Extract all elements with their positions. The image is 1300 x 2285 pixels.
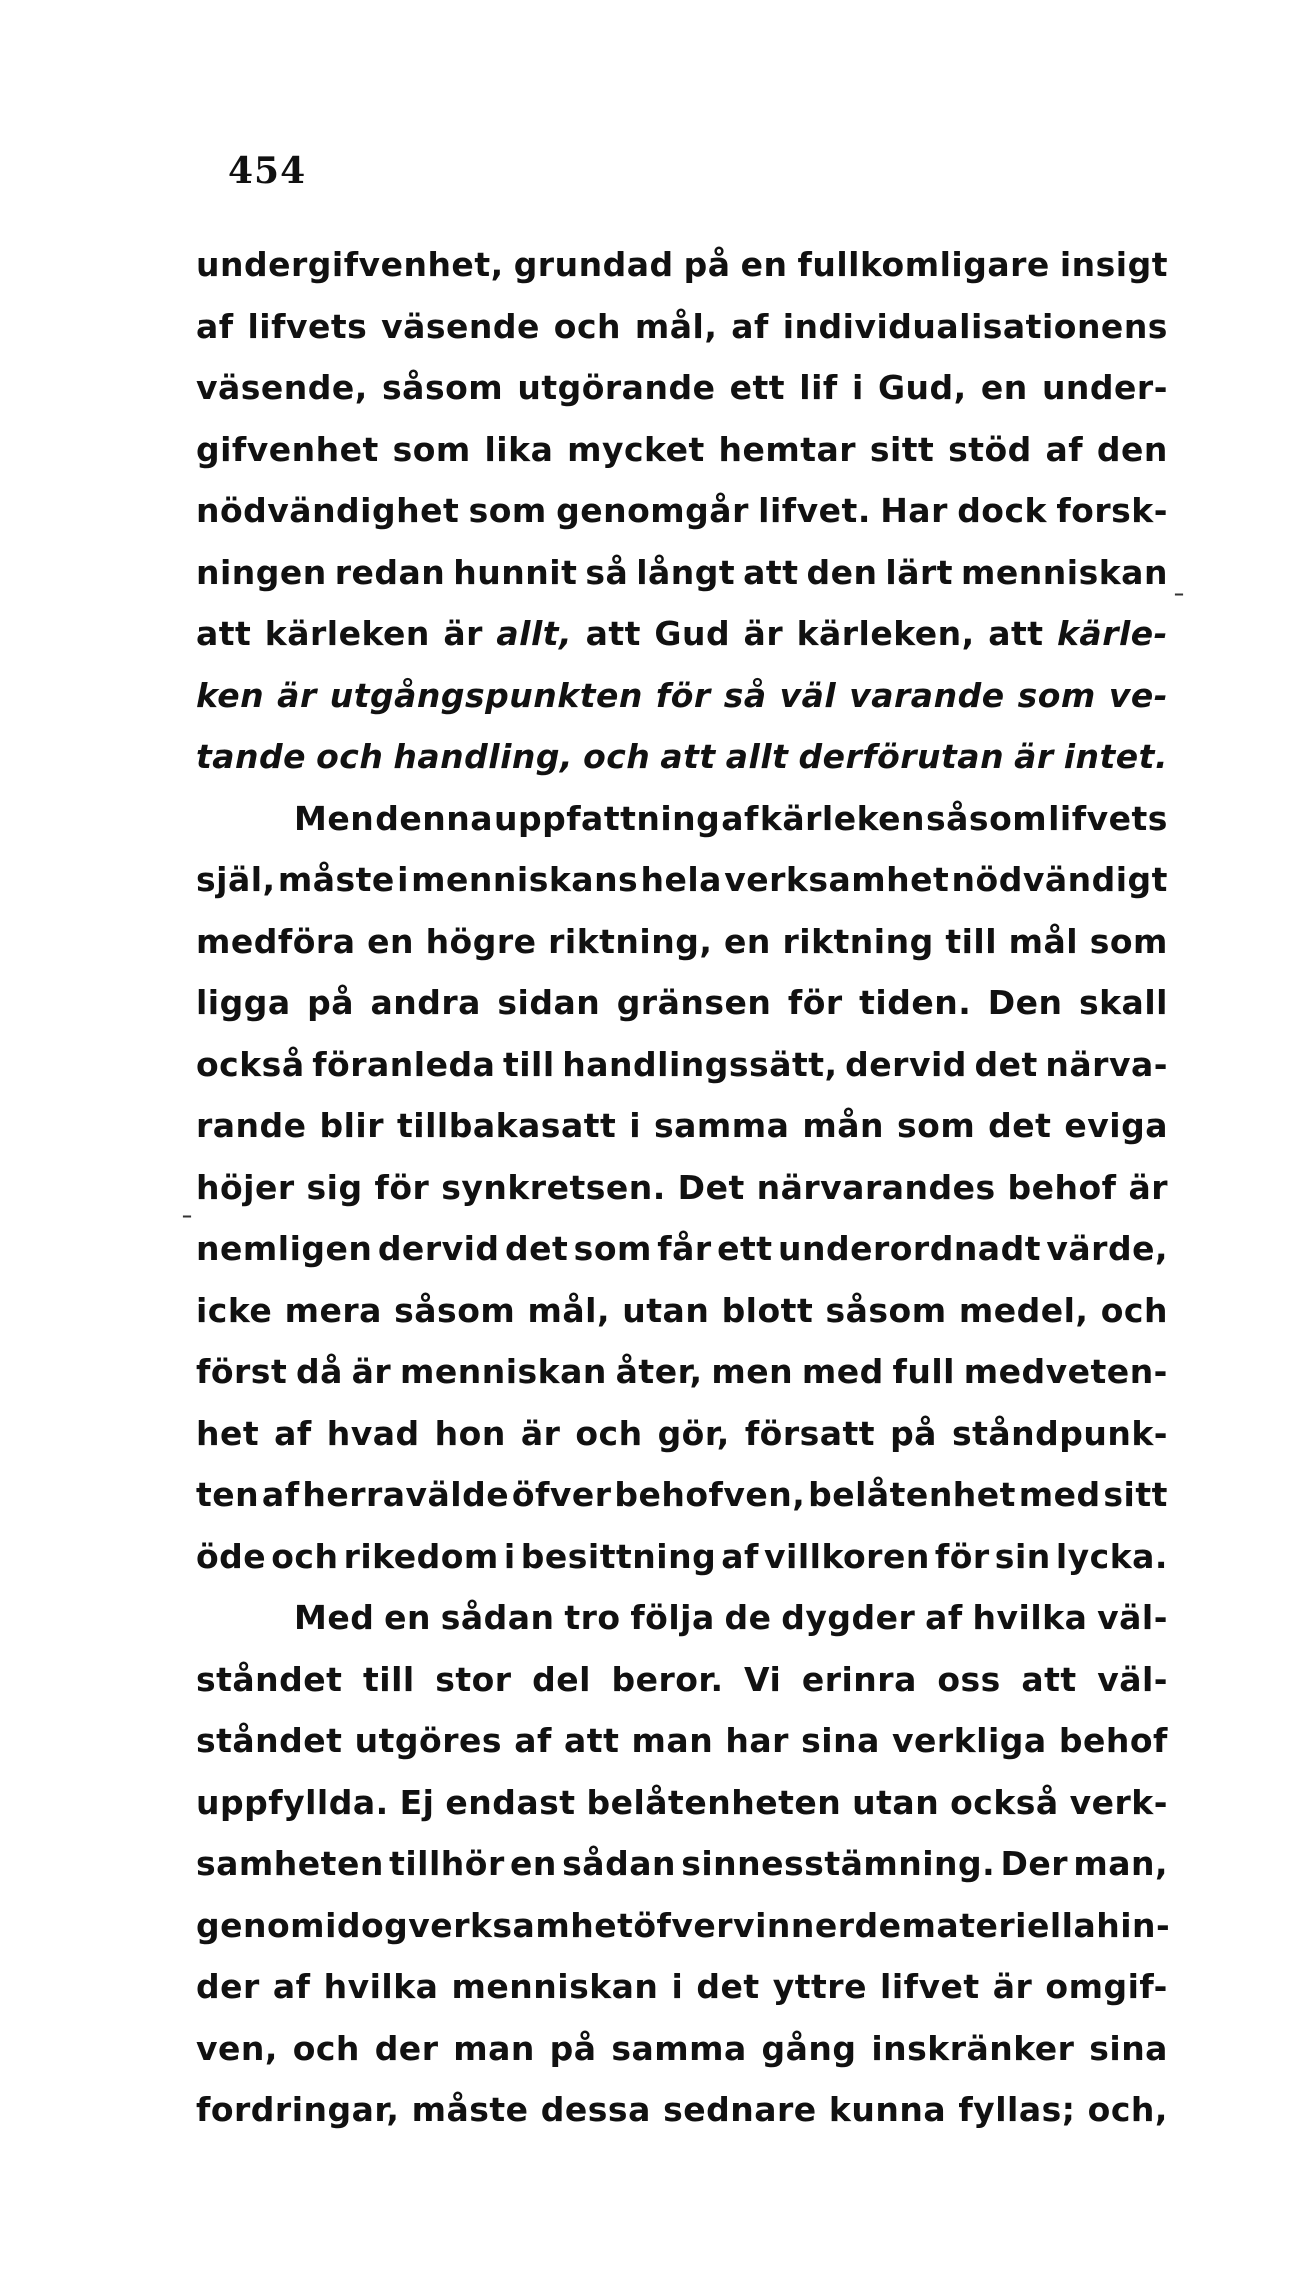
word: inskränker <box>871 2028 1075 2068</box>
word: ken <box>196 675 265 715</box>
word: mera <box>284 1290 382 1330</box>
word: lifvet <box>880 1967 980 2006</box>
word: sitt <box>1103 1475 1168 1514</box>
word: som <box>1089 921 1168 961</box>
word: utan <box>622 1290 710 1330</box>
text-line <box>196 665 1168 727</box>
word: Ej <box>399 1782 435 1822</box>
word: dessa <box>540 2090 651 2129</box>
word: man <box>631 1721 714 1760</box>
word: materiella <box>901 1905 1097 1945</box>
word: het <box>196 1413 260 1453</box>
word: lycka. <box>1055 1536 1168 1576</box>
text-line <box>196 419 1168 481</box>
word: blir <box>319 1106 385 1145</box>
word: tillbakasatt <box>396 1106 617 1145</box>
word: den <box>1096 429 1168 469</box>
text-line <box>196 1280 1168 1342</box>
word: för <box>934 1536 990 1576</box>
word: sitt <box>869 429 935 469</box>
word: ett <box>729 368 786 407</box>
word: hvad <box>326 1413 420 1453</box>
word: med <box>801 1352 884 1391</box>
word: Gud <box>654 614 731 653</box>
word: får <box>657 1229 712 1268</box>
word: dervid <box>377 1229 500 1268</box>
word: det <box>696 1967 760 2006</box>
word: allt <box>725 737 789 776</box>
word: väl- <box>1097 1659 1168 1699</box>
word: att <box>988 614 1044 653</box>
word: mån <box>802 1106 885 1145</box>
word: närvarandes <box>756 1167 996 1207</box>
word: men <box>711 1352 794 1391</box>
word: allt, <box>496 614 573 653</box>
word: det <box>974 1044 1038 1084</box>
text-line <box>196 1218 1168 1280</box>
word: mål <box>1008 921 1079 961</box>
word: mycket <box>567 429 705 469</box>
word: af <box>272 1967 311 2006</box>
word: väl- <box>1097 1598 1168 1637</box>
word: den <box>806 552 878 592</box>
word: på <box>307 983 354 1022</box>
word: själ, <box>196 860 276 899</box>
word: och, <box>1087 2090 1168 2129</box>
word: synkretsen. <box>441 1167 666 1207</box>
word: väsende, <box>196 368 368 407</box>
word: grundad <box>513 245 674 284</box>
word: ligga <box>196 983 291 1022</box>
word: sin <box>994 1536 1051 1576</box>
text-line <box>196 480 1168 542</box>
word: ningen <box>196 552 327 592</box>
word: menniskan <box>961 552 1168 592</box>
word: menniskan <box>399 1352 607 1391</box>
word: genomgår <box>556 491 749 530</box>
word: på <box>549 2028 597 2068</box>
text-line <box>196 1034 1168 1096</box>
word: sidan <box>497 983 601 1022</box>
word: höjer <box>196 1167 295 1207</box>
text-line <box>196 1587 1168 1649</box>
word: försatt <box>744 1413 876 1453</box>
word: att <box>564 1721 620 1760</box>
word: gång <box>761 2028 857 2068</box>
word: Vi <box>744 1659 782 1699</box>
word: ve- <box>1108 675 1168 715</box>
word: sinnesstämning. <box>681 1844 996 1883</box>
word: yttre <box>772 1967 867 2006</box>
word: af <box>925 1598 963 1637</box>
word: som <box>573 1229 652 1268</box>
word: ten <box>196 1475 260 1514</box>
word: till <box>362 1659 415 1699</box>
word: kärleken, <box>796 614 975 653</box>
word: icke <box>196 1290 273 1330</box>
text-line <box>196 603 1168 665</box>
word: riktning <box>782 921 934 961</box>
word: varande <box>849 675 1005 715</box>
word: af <box>721 1536 759 1576</box>
word: till <box>502 1044 555 1084</box>
margin-mark: ˉ <box>1172 588 1186 621</box>
text-line <box>196 1157 1168 1219</box>
word: uppfattning <box>493 798 721 838</box>
word: är <box>351 1352 392 1391</box>
word: en <box>724 921 771 961</box>
word: stöd <box>948 429 1032 469</box>
word: också <box>196 1044 305 1084</box>
word: i <box>397 860 409 899</box>
word: är <box>443 614 483 653</box>
word: en <box>510 1844 557 1883</box>
word: hon <box>434 1413 506 1453</box>
word: insigt <box>1059 245 1168 284</box>
text-line <box>196 296 1168 358</box>
word: hvilka <box>972 1598 1088 1637</box>
word: öfver <box>511 1475 612 1514</box>
word: åter, <box>615 1352 703 1391</box>
word: nödvändighet <box>196 491 460 530</box>
word: menniskan <box>451 1967 659 2006</box>
word: behof <box>1007 1167 1117 1207</box>
word: är <box>992 1967 1033 2006</box>
word: nemligen <box>196 1229 373 1268</box>
word: Gud, <box>877 368 967 407</box>
word: af <box>721 798 759 838</box>
word: eviga <box>1064 1106 1168 1145</box>
word: behof <box>1058 1721 1168 1760</box>
word: först <box>196 1352 288 1391</box>
word: kärle- <box>1056 614 1168 653</box>
word: i <box>503 1536 516 1576</box>
word: derförutan <box>798 737 1005 776</box>
word: idog <box>325 1905 409 1945</box>
word: är <box>520 1413 561 1453</box>
word: som <box>392 429 471 469</box>
word: lärt <box>885 552 954 592</box>
word: ståndpunk- <box>951 1413 1168 1453</box>
word: der <box>374 2028 439 2068</box>
word: medel, <box>958 1290 1089 1330</box>
word: utan <box>852 1782 940 1822</box>
word: hemtar <box>718 429 857 469</box>
word: omgif- <box>1045 1967 1168 2006</box>
word: hela <box>640 860 722 899</box>
word: mål, <box>527 1290 611 1330</box>
word: Har <box>880 491 948 530</box>
word: det <box>504 1229 569 1268</box>
word: rande <box>196 1106 307 1145</box>
word: ven, <box>196 2028 278 2068</box>
word: värde, <box>1046 1229 1168 1268</box>
word: ståndet <box>196 1721 343 1760</box>
word: intet. <box>1063 737 1168 776</box>
word: såsom <box>825 1290 947 1330</box>
word: i <box>629 1106 642 1145</box>
word: och <box>292 2028 360 2068</box>
text-line <box>196 849 1168 911</box>
word: kunna <box>828 2090 947 2129</box>
word: lika <box>484 429 554 469</box>
word: och <box>553 306 622 346</box>
word: af <box>1045 429 1084 469</box>
text-line <box>196 2018 1168 2080</box>
word: Der <box>1000 1844 1069 1883</box>
word: i <box>671 1967 684 2006</box>
text-line <box>196 1526 1168 1588</box>
text-line <box>196 788 1168 850</box>
text-line <box>196 1895 1171 1957</box>
word: högre <box>425 921 537 961</box>
word: de <box>724 1598 772 1637</box>
word: verksamhet <box>408 1905 634 1945</box>
word: verk- <box>1069 1782 1168 1822</box>
word: tande <box>196 737 307 776</box>
word: herravälde <box>302 1475 510 1514</box>
word: med <box>1018 1475 1101 1514</box>
word: såsom <box>382 368 504 407</box>
word: föranleda <box>312 1044 496 1084</box>
text-line <box>196 1649 1168 1711</box>
word: riktning, <box>548 921 713 961</box>
text-line <box>196 357 1168 419</box>
text-line <box>196 1403 1168 1465</box>
word: oss <box>937 1659 1001 1699</box>
word: verkliga <box>892 1721 1047 1760</box>
word: handlingssätt, <box>562 1044 838 1084</box>
word: och <box>583 737 651 776</box>
word: tro <box>564 1598 621 1637</box>
word: genom <box>196 1905 326 1945</box>
word: att <box>743 552 799 592</box>
word: det <box>988 1106 1052 1145</box>
word: i <box>851 368 864 407</box>
word: under- <box>1041 368 1168 407</box>
word: sina <box>1089 2028 1168 2068</box>
word: samheten <box>196 1844 384 1883</box>
word: kärleken <box>264 614 430 653</box>
word: måste <box>277 860 395 899</box>
word: medveten- <box>963 1352 1168 1391</box>
word: belåtenheten <box>586 1782 842 1822</box>
word: och <box>316 737 384 776</box>
word: utgöres <box>354 1721 503 1760</box>
word: samma <box>611 2028 747 2068</box>
word: såsom <box>394 1290 516 1330</box>
text-line <box>196 1464 1168 1526</box>
word: hin- <box>1096 1905 1171 1945</box>
word: öde <box>196 1536 267 1576</box>
word: till <box>945 921 998 961</box>
text-line <box>196 1833 1168 1895</box>
word: är <box>277 675 317 715</box>
text-line <box>196 1710 1168 1772</box>
word: menniskans <box>411 860 639 899</box>
word: mål, <box>634 306 718 346</box>
word: Den <box>987 983 1063 1022</box>
word: gränsen <box>616 983 772 1022</box>
word: full <box>892 1352 955 1391</box>
word: forsk- <box>1056 491 1168 530</box>
word: blott <box>721 1290 814 1330</box>
word: hunnit <box>453 552 578 592</box>
word: man <box>453 2028 535 2068</box>
word: individualisationens <box>782 306 1168 346</box>
word: dervid <box>845 1044 967 1084</box>
word: på <box>683 245 731 284</box>
word: har <box>725 1721 789 1760</box>
word: man, <box>1073 1844 1168 1883</box>
text-line <box>196 1956 1168 2018</box>
text-line <box>196 911 1168 973</box>
word: villkoren <box>764 1536 930 1576</box>
word: för <box>655 675 711 715</box>
word: denna <box>375 798 493 838</box>
word: underordnadt <box>777 1229 1041 1268</box>
word: så <box>723 675 767 715</box>
word: undergifvenhet, <box>196 245 504 284</box>
word: är <box>1128 1167 1168 1207</box>
word: af <box>196 306 234 346</box>
word: sig <box>306 1167 363 1207</box>
margin-mark: ˉ <box>180 1210 194 1243</box>
text-line <box>196 1095 1168 1157</box>
word: gör, <box>657 1413 730 1453</box>
text-line <box>196 542 1168 604</box>
word: lifvets <box>247 306 368 346</box>
word: så <box>585 552 629 592</box>
word: att <box>585 614 641 653</box>
word: en <box>367 921 414 961</box>
word: fullkomligare <box>797 245 1050 284</box>
word: sådan <box>562 1844 676 1883</box>
word: Med <box>294 1598 375 1637</box>
word: som <box>1017 675 1096 715</box>
word: uppfyllda. <box>196 1782 389 1822</box>
word: och <box>575 1413 643 1453</box>
word: utgångspunkten <box>329 675 643 715</box>
word: följa <box>630 1598 715 1637</box>
word: att <box>1021 1659 1077 1699</box>
text-line <box>196 2079 1168 2141</box>
word: medföra <box>196 921 356 961</box>
word: långt <box>636 552 736 592</box>
word: är <box>1014 737 1054 776</box>
word: som <box>897 1106 976 1145</box>
word: väl <box>779 675 837 715</box>
word: af <box>261 1475 300 1514</box>
text-line <box>196 234 1168 296</box>
word: närva- <box>1045 1044 1168 1084</box>
word: såsom <box>926 798 1048 838</box>
body-text <box>196 234 1171 2141</box>
word: utgörande <box>517 368 716 407</box>
word: lifvet. <box>758 491 871 530</box>
word: ett <box>717 1229 773 1268</box>
word: fordringar, <box>196 2090 400 2129</box>
text-line <box>196 1341 1168 1403</box>
word: ståndet <box>196 1659 343 1699</box>
word: redan <box>334 552 446 592</box>
word: samma <box>653 1106 790 1145</box>
word: en <box>740 245 788 284</box>
word: verksamhet <box>724 860 950 899</box>
word: af <box>274 1413 312 1453</box>
word: väsende <box>381 306 540 346</box>
word: de <box>854 1905 902 1945</box>
word: för <box>787 983 843 1022</box>
word: erinra <box>801 1659 917 1699</box>
word: på <box>890 1413 937 1453</box>
word: af <box>514 1721 552 1760</box>
word: endast <box>445 1782 576 1822</box>
word: är <box>743 614 784 653</box>
word: hvilka <box>323 1967 439 2006</box>
word: tiden. <box>859 983 972 1022</box>
word: Men <box>294 798 375 838</box>
word: också <box>950 1782 1059 1822</box>
word: måste <box>411 2090 529 2129</box>
word: andra <box>370 983 481 1022</box>
word: en <box>384 1598 431 1637</box>
word: af <box>731 306 769 346</box>
word: dygder <box>781 1598 916 1637</box>
word: Det <box>677 1167 745 1207</box>
word: för <box>374 1167 430 1207</box>
word: besittning <box>520 1536 717 1576</box>
word: tillhör <box>389 1844 505 1883</box>
word: att <box>660 737 716 776</box>
word: som <box>468 491 547 530</box>
word: stor <box>435 1659 512 1699</box>
word: sådan <box>440 1598 555 1637</box>
word: del <box>532 1659 591 1699</box>
text-line <box>196 726 1168 788</box>
word: dock <box>957 491 1047 530</box>
word: och <box>1100 1290 1168 1330</box>
word: en <box>980 368 1028 407</box>
word: skall <box>1078 983 1168 1022</box>
word: belåtenhet <box>808 1475 1016 1514</box>
word: lif <box>799 368 838 407</box>
word: beror. <box>611 1659 724 1699</box>
word: att <box>196 614 252 653</box>
word: och <box>271 1536 339 1576</box>
word: behofven, <box>614 1475 806 1514</box>
word: gifvenhet <box>196 429 379 469</box>
word: rikedom <box>343 1536 499 1576</box>
text-line <box>196 1772 1168 1834</box>
word: sina <box>801 1721 880 1760</box>
word: då <box>296 1352 343 1391</box>
word: handling, <box>393 737 574 776</box>
text-line <box>196 972 1168 1034</box>
word: öfvervinner <box>633 1905 855 1945</box>
word: lifvets <box>1048 798 1168 838</box>
page-number: 454 <box>228 150 307 192</box>
word: sednare <box>663 2090 817 2129</box>
word: kärleken <box>759 798 926 838</box>
word: fyllas; <box>958 2090 1076 2129</box>
word: nödvändigt <box>951 860 1168 899</box>
word: der <box>196 1967 260 2006</box>
